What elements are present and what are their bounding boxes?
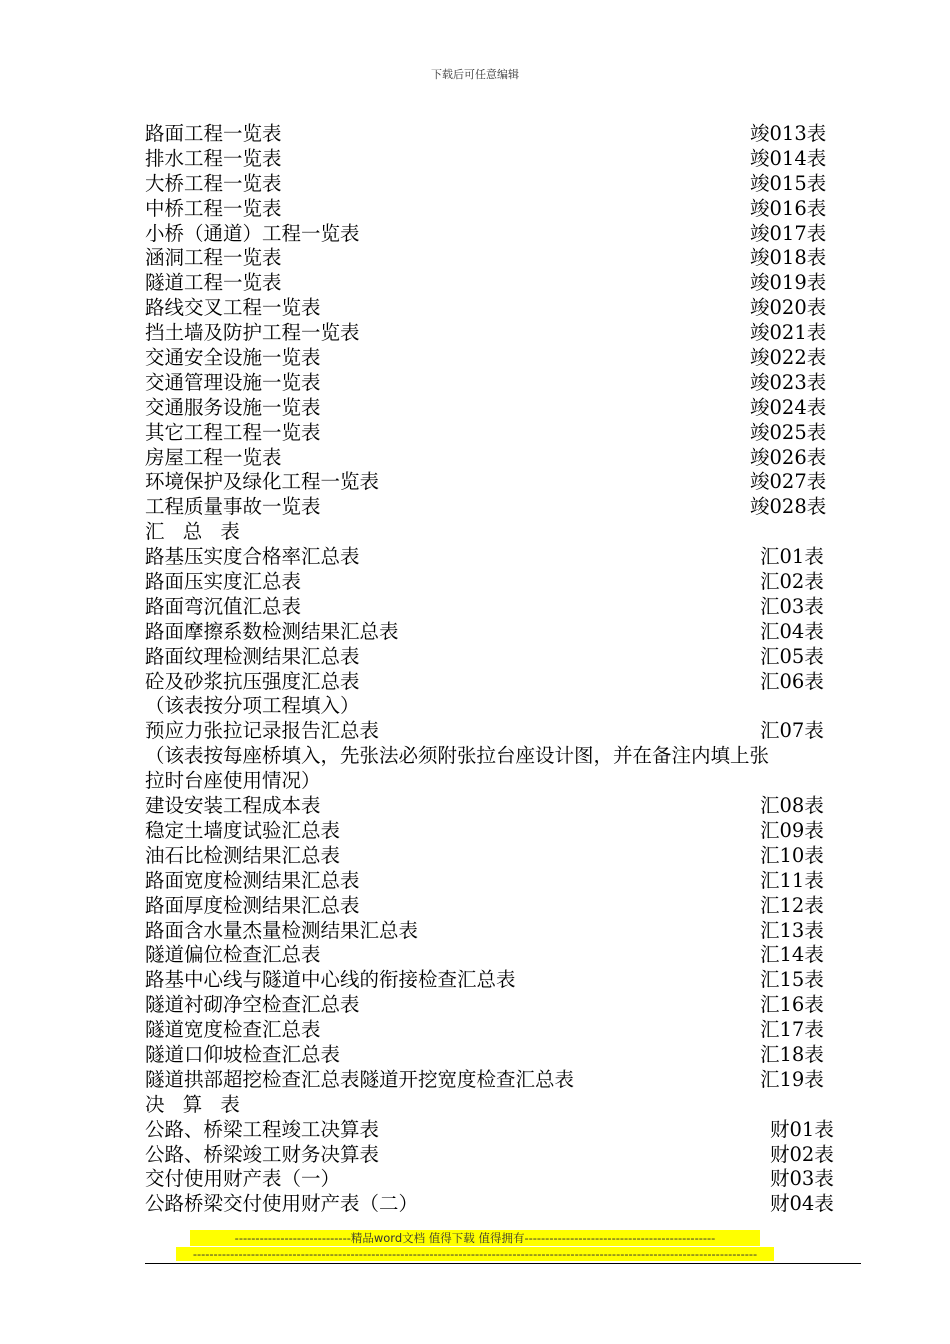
item-code: 竣019表: [750, 271, 827, 295]
item-code: 财04表: [770, 1192, 834, 1216]
item-code: 汇19表: [760, 1067, 824, 1091]
list-item: [145, 919, 865, 944]
item-code: 竣014表: [750, 146, 827, 170]
item-title: 公路桥梁交付使用财产表（二）: [145, 1192, 419, 1216]
item-title: 交通安全设施一览表: [145, 346, 321, 370]
list-item: [145, 1068, 865, 1093]
list-item: [145, 246, 865, 271]
item-title: 路面宽度检测结果汇总表: [145, 868, 360, 892]
item-code: 汇12表: [760, 893, 824, 917]
item-title: 路面压实度汇总表: [145, 570, 302, 594]
item-title: 交通服务设施一览表: [145, 395, 321, 419]
item-title: 决 算 表: [145, 1092, 246, 1116]
item-code: 汇17表: [760, 1018, 824, 1042]
item-code: 竣024表: [750, 395, 827, 419]
list-item: [145, 346, 865, 371]
item-title: 排水工程一览表: [145, 146, 282, 170]
page-header: 下载后可任意编辑: [431, 68, 519, 81]
item-title: 隧道宽度检查汇总表: [145, 1018, 321, 1042]
document-body: [145, 122, 865, 1217]
list-item: [145, 222, 865, 247]
item-code: 汇02表: [760, 570, 824, 594]
list-item: [145, 1018, 865, 1043]
item-title: 拉时台座使用情况）: [145, 769, 321, 793]
list-item: [145, 321, 865, 346]
item-title: 交付使用财产表（一）: [145, 1167, 341, 1191]
list-item: [145, 271, 865, 296]
list-item: [145, 1043, 865, 1068]
section-heading: [145, 520, 865, 545]
item-title: 隧道拱部超挖检查汇总表隧道开挖宽度检查汇总表: [145, 1067, 575, 1091]
item-title: 路面含水量杰量检测结果汇总表: [145, 918, 419, 942]
list-item: [145, 894, 865, 919]
item-title: 交通管理设施一览表: [145, 370, 321, 394]
list-item: [145, 744, 865, 769]
item-code: 汇06表: [760, 669, 824, 693]
item-code: 汇10表: [760, 843, 824, 867]
item-code: 汇07表: [760, 719, 824, 743]
item-title: 油石比检测结果汇总表: [145, 843, 341, 867]
list-item: [145, 396, 865, 421]
item-code: 财01表: [770, 1117, 834, 1141]
item-code: 汇18表: [760, 1042, 824, 1066]
list-item: [145, 719, 865, 744]
item-code: 汇14表: [760, 943, 824, 967]
item-code: 竣016表: [750, 196, 827, 220]
item-title: 砼及砂浆抗压强度汇总表: [145, 669, 360, 693]
list-item: [145, 694, 865, 719]
item-code: 汇11表: [760, 868, 824, 892]
section-heading: [145, 1093, 865, 1118]
item-code: 竣027表: [750, 470, 827, 494]
list-item: [145, 172, 865, 197]
item-title: 路线交叉工程一览表: [145, 296, 321, 320]
list-item: [145, 943, 865, 968]
list-item: [145, 968, 865, 993]
item-title: 隧道口仰坡检查汇总表: [145, 1042, 341, 1066]
item-title: 公路、桥梁竣工财务决算表: [145, 1142, 380, 1166]
list-item: [145, 545, 865, 570]
item-title: 预应力张拉记录报告汇总表: [145, 719, 380, 743]
item-title: 公路、桥梁工程竣工决算表: [145, 1117, 380, 1141]
list-item: [145, 869, 865, 894]
item-code: 汇13表: [760, 918, 824, 942]
list-item: [145, 470, 865, 495]
item-title: （该表按每座桥填入，先张法必须附张拉台座设计图，并在备注内填上张: [145, 744, 770, 768]
list-item: [145, 595, 865, 620]
item-code: 财03表: [770, 1167, 834, 1191]
item-title: 隧道工程一览表: [145, 271, 282, 295]
item-title: 房屋工程一览表: [145, 445, 282, 469]
item-title: 路面工程一览表: [145, 122, 282, 145]
item-code: 竣025表: [750, 420, 827, 444]
item-title: 路基中心线与隧道中心线的衔接检查汇总表: [145, 968, 516, 992]
item-code: 汇01表: [760, 545, 824, 569]
item-title: 涵洞工程一览表: [145, 246, 282, 270]
item-code: 竣022表: [750, 346, 827, 370]
item-code: 汇08表: [760, 794, 824, 818]
item-code: 财02表: [770, 1142, 834, 1166]
list-item: [145, 844, 865, 869]
item-title: 环境保护及绿化工程一览表: [145, 470, 380, 494]
list-item: [145, 446, 865, 471]
item-title: 路面摩擦系数检测结果汇总表: [145, 619, 399, 643]
item-title: 路面纹理检测结果汇总表: [145, 644, 360, 668]
item-title: （该表按分项工程填入）: [145, 694, 360, 718]
list-item: [145, 122, 865, 147]
list-item: [145, 147, 865, 172]
item-code: 竣020表: [750, 296, 827, 320]
list-item: [145, 371, 865, 396]
item-code: 竣021表: [750, 321, 827, 345]
item-code: 汇09表: [760, 818, 824, 842]
list-item: [145, 570, 865, 595]
item-title: 大桥工程一览表: [145, 171, 282, 195]
item-title: 其它工程工程一览表: [145, 420, 321, 444]
item-title: 挡土墙及防护工程一览表: [145, 321, 360, 345]
list-item: [145, 1143, 865, 1168]
list-item: [145, 197, 865, 222]
footer-banner-line2: ----------------------------------------------------------------------------------------------------------------------------------------: [0, 1246, 950, 1265]
list-item: [145, 1167, 865, 1192]
item-code: 汇15表: [760, 968, 824, 992]
list-item: [145, 993, 865, 1018]
item-code: 汇04表: [760, 619, 824, 643]
item-title: 建设安装工程成本表: [145, 794, 321, 818]
footer-rule: [145, 1263, 861, 1264]
list-item: [145, 670, 865, 695]
list-item: [145, 1192, 865, 1217]
item-code: 竣026表: [750, 445, 827, 469]
item-code: 竣018表: [750, 246, 827, 270]
item-code: 竣028表: [750, 495, 827, 519]
list-item: [145, 819, 865, 844]
list-item: [145, 421, 865, 446]
item-title: 稳定土墙度试验汇总表: [145, 818, 341, 842]
item-code: 汇03表: [760, 594, 824, 618]
item-title: 汇 总 表: [145, 520, 246, 544]
list-item: [145, 645, 865, 670]
list-item: [145, 620, 865, 645]
list-item: [145, 495, 865, 520]
list-item: [145, 1118, 865, 1143]
item-code: 竣023表: [750, 370, 827, 394]
footer-banner-line1: ----------------------------精品word文档 值得下载 值得拥有----------------------------------------------: [0, 1230, 950, 1250]
item-code: 竣015表: [750, 171, 827, 195]
list-item: [145, 769, 865, 794]
list-item: [145, 296, 865, 321]
item-code: 竣013表: [750, 122, 827, 145]
item-title: 路面厚度检测结果汇总表: [145, 893, 360, 917]
item-code: 汇16表: [760, 993, 824, 1017]
item-code: 汇05表: [760, 644, 824, 668]
item-title: 路面弯沉值汇总表: [145, 594, 302, 618]
item-title: 隧道偏位检查汇总表: [145, 943, 321, 967]
item-title: 小桥（通道）工程一览表: [145, 221, 360, 245]
item-title: 路基压实度合格率汇总表: [145, 545, 360, 569]
item-code: 竣017表: [750, 221, 827, 245]
item-title: 隧道衬砌净空检查汇总表: [145, 993, 360, 1017]
item-title: 工程质量事故一览表: [145, 495, 321, 519]
item-title: 中桥工程一览表: [145, 196, 282, 220]
list-item: [145, 794, 865, 819]
